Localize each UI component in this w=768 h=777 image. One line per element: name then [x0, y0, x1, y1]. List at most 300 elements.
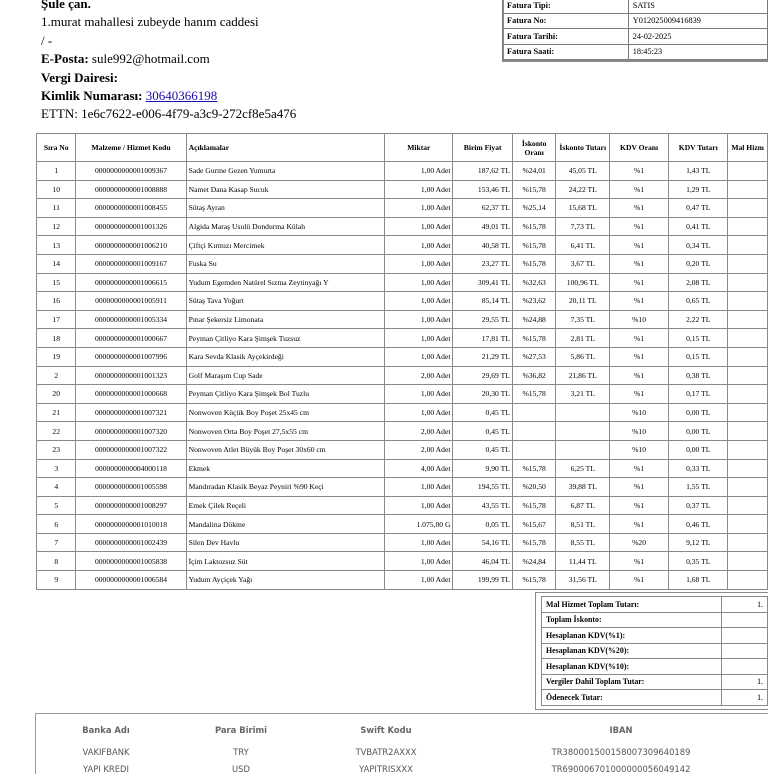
item-vat-rate: %1 [610, 273, 669, 292]
bank-name: VAKIFBANK [82, 746, 130, 757]
item-vat-rate: %1 [610, 254, 669, 273]
item-discount-amount: 2,81 TL [556, 329, 610, 348]
item-discount-rate: %25,14 [512, 199, 556, 218]
item-quantity: 1,00 Adet [385, 496, 453, 515]
item-discount-amount: 8,55 TL [556, 533, 610, 552]
table-row [37, 162, 768, 181]
id-number-link[interactable]: 30640366198 [145, 88, 218, 104]
header-sira: Sıra No [37, 134, 76, 162]
item-code: 0000000000001001323 [76, 366, 186, 385]
item-vat-amount: 0,34 TL [669, 236, 728, 255]
item-vat-amount: 0,65 TL [669, 292, 728, 311]
item-discount-amount: 7,73 TL [556, 217, 610, 236]
item-unit-price: 29,69 TL [453, 366, 512, 385]
item-discount-rate: %15,78 [512, 180, 556, 199]
item-code: 0000000000001007321 [76, 403, 186, 422]
item-no: 10 [37, 180, 76, 199]
item-quantity: 1,00 Adet [385, 199, 453, 218]
item-discount-amount: 3,21 TL [556, 385, 610, 404]
bank-info [35, 713, 768, 774]
item-vat-amount: 0,33 TL [669, 459, 728, 478]
item-description: İçim Laktozsuz Süt [186, 552, 385, 571]
item-description: Kara Sevda Klasik Ayçekirdeği [186, 347, 385, 366]
item-mal-hizmet [728, 385, 768, 404]
item-code: 0000000000001009367 [76, 162, 186, 181]
item-code: 0000000000001000668 [76, 385, 186, 404]
item-mal-hizmet [728, 459, 768, 478]
header-kdv-tutari: KDV Tutarı [669, 134, 728, 162]
invoice-meta-row [503, 0, 768, 13]
item-code: 0000000000001007322 [76, 440, 186, 459]
item-quantity: 1,00 Adet [385, 162, 453, 181]
item-discount-rate: %36,82 [512, 366, 556, 385]
item-quantity: 1,00 Adet [385, 552, 453, 571]
item-description: Golf Maraşım Cup Sade [186, 366, 385, 385]
item-unit-price: 23,27 TL [453, 254, 512, 273]
item-vat-rate: %1 [610, 552, 669, 571]
totals-label: Mal Hizmet Toplam Tutarı: [542, 597, 722, 613]
item-discount-amount [556, 422, 610, 441]
totals-value [722, 659, 768, 675]
table-row [37, 533, 768, 552]
table-row [37, 478, 768, 497]
item-quantity: 1,00 Adet [385, 533, 453, 552]
totals-row [542, 690, 768, 706]
header-aciklama: Açıklamalar [186, 134, 385, 162]
item-quantity: 2,00 Adet [385, 440, 453, 459]
totals-label: Toplam İskonto: [542, 612, 722, 628]
item-vat-rate: %1 [610, 496, 669, 515]
item-discount-rate: %24,01 [512, 162, 556, 181]
table-row [37, 422, 768, 441]
item-no: 1 [37, 162, 76, 181]
item-unit-price: 49,01 TL [453, 217, 512, 236]
item-quantity: 1,00 Adet [385, 329, 453, 348]
item-vat-rate: %10 [610, 403, 669, 422]
item-code: 0000000000001008297 [76, 496, 186, 515]
totals-label: Ödenecek Tutar: [542, 690, 722, 706]
customer-email-row [41, 50, 491, 68]
table-row [37, 571, 768, 590]
item-quantity: 1,00 Adet [385, 347, 453, 366]
item-discount-amount: 6,25 TL [556, 459, 610, 478]
item-description: Peyman Çitliyo Kara Şimşek Bol Tuzlu [186, 385, 385, 404]
item-vat-amount: 0,35 TL [669, 552, 728, 571]
item-code: 0000000000001008455 [76, 199, 186, 218]
item-quantity: 1,00 Adet [385, 403, 453, 422]
item-discount-rate: %15,78 [512, 533, 556, 552]
item-discount-amount: 24,22 TL [556, 180, 610, 199]
item-discount-amount: 6,41 TL [556, 236, 610, 255]
item-code: 0000000000001005838 [76, 552, 186, 571]
item-unit-price: 40,58 TL [453, 236, 512, 255]
totals-table [541, 596, 768, 706]
item-discount-amount: 8,51 TL [556, 515, 610, 534]
item-unit-price: 20,30 TL [453, 385, 512, 404]
item-vat-amount: 1,68 TL [669, 571, 728, 590]
bank-header-swift: Swift Kodu [360, 725, 412, 735]
totals-row [542, 674, 768, 690]
item-mal-hizmet [728, 236, 768, 255]
table-row [37, 310, 768, 329]
item-mal-hizmet [728, 496, 768, 515]
item-discount-rate: %20,50 [512, 478, 556, 497]
item-mal-hizmet [728, 329, 768, 348]
table-row [37, 329, 768, 348]
item-vat-rate: %1 [610, 162, 669, 181]
item-mal-hizmet [728, 403, 768, 422]
item-no: 12 [37, 217, 76, 236]
item-unit-price: 199,99 TL [453, 571, 512, 590]
item-vat-rate: %1 [610, 385, 669, 404]
item-discount-amount: 20,11 TL [556, 292, 610, 311]
item-no: 19 [37, 347, 76, 366]
item-vat-rate: %1 [610, 236, 669, 255]
item-mal-hizmet [728, 217, 768, 236]
totals-label: Hesaplanan KDV(%20): [542, 643, 722, 659]
item-discount-amount: 45,05 TL [556, 162, 610, 181]
item-mal-hizmet [728, 571, 768, 590]
item-mal-hizmet [728, 162, 768, 181]
item-unit-price: 0,45 TL [453, 422, 512, 441]
ettn-value: 1e6c7622-e006-4f79-a3c9-272cf8e5a476 [81, 106, 297, 122]
item-discount-rate: %15,78 [512, 571, 556, 590]
totals-value [722, 612, 768, 628]
item-discount-amount: 31,56 TL [556, 571, 610, 590]
item-no: 6 [37, 515, 76, 534]
customer-address: 1.murat mahallesi zubeyde hanım caddesi [41, 14, 259, 30]
item-vat-amount: 0,15 TL [669, 329, 728, 348]
item-discount-amount: 21,86 TL [556, 366, 610, 385]
item-unit-price: 46,04 TL [453, 552, 512, 571]
item-no: 15 [37, 273, 76, 292]
item-vat-amount: 0,00 TL [669, 422, 728, 441]
item-vat-amount: 1,43 TL [669, 162, 728, 181]
totals-value: 1. [722, 674, 768, 690]
customer-name: Şule çan. [41, 0, 91, 11]
invoice-meta-label: Fatura No: [503, 13, 629, 29]
item-vat-rate: %1 [610, 515, 669, 534]
item-vat-rate: %1 [610, 478, 669, 497]
item-unit-price: 21,29 TL [453, 347, 512, 366]
item-unit-price: 62,37 TL [453, 199, 512, 218]
item-unit-price: 43,55 TL [453, 496, 512, 515]
item-description: Pınar Şekersiz Limonata [186, 310, 385, 329]
item-mal-hizmet [728, 310, 768, 329]
item-vat-amount: 0,15 TL [669, 347, 728, 366]
item-mal-hizmet [728, 533, 768, 552]
totals-label: Hesaplanan KDV(%1): [542, 628, 722, 644]
item-code: 0000000000001010018 [76, 515, 186, 534]
item-discount-rate: %15,78 [512, 254, 556, 273]
item-description: Mandalina Dökme [186, 515, 385, 534]
item-code: 0000000000001006210 [76, 236, 186, 255]
invoice-meta-label: Fatura Saati: [503, 44, 629, 60]
item-discount-rate: %15,78 [512, 496, 556, 515]
item-description: Emek Çilek Reçeli [186, 496, 385, 515]
item-quantity: 1,00 Adet [385, 478, 453, 497]
item-description: Çiftçi Kırmızı Mercimek [186, 236, 385, 255]
item-description: Sade Gurme Gezen Yumurta [186, 162, 385, 181]
item-unit-price: 54,16 TL [453, 533, 512, 552]
item-vat-rate: %1 [610, 347, 669, 366]
totals-row [542, 597, 768, 613]
email-label: E-Posta: [41, 51, 89, 67]
item-no: 9 [37, 571, 76, 590]
totals-value [722, 628, 768, 644]
item-mal-hizmet [728, 440, 768, 459]
items-header-row [37, 134, 768, 162]
item-vat-amount: 0,17 TL [669, 385, 728, 404]
item-no: 5 [37, 496, 76, 515]
table-row [37, 254, 768, 273]
item-vat-rate: %20 [610, 533, 669, 552]
item-mal-hizmet [728, 273, 768, 292]
bank-currency: TRY [233, 746, 249, 757]
totals-row [542, 659, 768, 675]
bank-name: YAPI KREDI [83, 763, 129, 774]
item-unit-price: 0,45 TL [453, 440, 512, 459]
item-mal-hizmet [728, 478, 768, 497]
totals-value [722, 643, 768, 659]
table-row [37, 180, 768, 199]
item-code: 0000000000001008888 [76, 180, 186, 199]
item-no: 16 [37, 292, 76, 311]
item-discount-rate: %15,78 [512, 459, 556, 478]
item-unit-price: 194,55 TL [453, 478, 512, 497]
item-quantity: 1,00 Adet [385, 273, 453, 292]
bank-header-name: Banka Adı [82, 725, 130, 735]
invoice-meta-label: Fatura Tarihi: [503, 29, 629, 45]
item-discount-rate: %23,62 [512, 292, 556, 311]
totals-label: Hesaplanan KDV(%10): [542, 659, 722, 675]
item-no: 18 [37, 329, 76, 348]
item-discount-amount: 5,86 TL [556, 347, 610, 366]
item-code: 0000000000001007996 [76, 347, 186, 366]
item-discount-rate [512, 440, 556, 459]
item-discount-rate: %27,53 [512, 347, 556, 366]
item-no: 8 [37, 552, 76, 571]
item-vat-rate: %1 [610, 459, 669, 478]
item-discount-rate: %15,78 [512, 329, 556, 348]
table-row [37, 385, 768, 404]
item-discount-amount: 11,44 TL [556, 552, 610, 571]
bank-swift: TVBATR2AXXX [355, 746, 417, 757]
item-no: 22 [37, 422, 76, 441]
item-code: 0000000000001005334 [76, 310, 186, 329]
item-description: Nonwoven Orta Boy Poşet 27,5x55 cm [186, 422, 385, 441]
invoice-meta-row [503, 13, 768, 29]
item-description: Yudum Egemden Natürel Sızma Zeytinyağı Y [186, 273, 385, 292]
item-code: 0000000000001006615 [76, 273, 186, 292]
header-birim: Birim Fiyat [453, 134, 512, 162]
item-code: 0000000000001006584 [76, 571, 186, 590]
item-quantity: 1,00 Adet [385, 180, 453, 199]
item-no: 23 [37, 440, 76, 459]
bank-header-iban: IBAN [609, 725, 633, 735]
item-description: Sütaş Tava Yoğurt [186, 292, 385, 311]
item-code: 0000000000001001326 [76, 217, 186, 236]
items-table [36, 133, 768, 590]
item-discount-rate: %15,78 [512, 385, 556, 404]
totals-row [542, 628, 768, 644]
item-mal-hizmet [728, 347, 768, 366]
item-quantity: 2,00 Adet [385, 366, 453, 385]
item-code: 0000000000001009167 [76, 254, 186, 273]
item-code: 0000000000001005598 [76, 478, 186, 497]
item-mal-hizmet [728, 180, 768, 199]
bank-iban: TR380001500158007309640189 [551, 746, 691, 757]
header-kod: Malzeme / Hizmet Kodu [76, 134, 186, 162]
invoice-meta-value: 24-02-2025 [628, 29, 767, 45]
item-discount-amount: 100,96 TL [556, 273, 610, 292]
table-row [37, 199, 768, 218]
item-discount-rate [512, 422, 556, 441]
item-unit-price: 17,81 TL [453, 329, 512, 348]
item-discount-rate: %15,78 [512, 217, 556, 236]
invoice-meta-table [502, 0, 768, 60]
item-discount-amount: 15,68 TL [556, 199, 610, 218]
item-vat-amount: 0,46 TL [669, 515, 728, 534]
totals-row [542, 612, 768, 628]
item-quantity: 1,00 Adet [385, 310, 453, 329]
invoice-meta-label: Fatura Tipi: [503, 0, 629, 13]
item-no: 14 [37, 254, 76, 273]
header-iskonto-tutari: İskonto Tutarı [556, 134, 610, 162]
item-discount-amount [556, 440, 610, 459]
item-mal-hizmet [728, 199, 768, 218]
item-vat-amount: 0,41 TL [669, 217, 728, 236]
item-code: 0000000000004000118 [76, 459, 186, 478]
item-quantity: 1,00 Adet [385, 385, 453, 404]
item-vat-amount: 0,47 TL [669, 199, 728, 218]
item-vat-rate: %1 [610, 180, 669, 199]
item-vat-rate: %1 [610, 217, 669, 236]
customer-id-row [41, 87, 491, 105]
item-vat-amount: 1,55 TL [669, 478, 728, 497]
item-unit-price: 153,46 TL [453, 180, 512, 199]
item-description: Yudum Ayçiçek Yağı [186, 571, 385, 590]
item-unit-price: 309,41 TL [453, 273, 512, 292]
item-description: Namet Dana Kasap Sucuk [186, 180, 385, 199]
item-vat-amount: 0,37 TL [669, 496, 728, 515]
bank-iban: TR690006701000000056049142 [551, 763, 691, 774]
item-vat-rate: %10 [610, 422, 669, 441]
table-row [37, 217, 768, 236]
item-no: 11 [37, 199, 76, 218]
item-mal-hizmet [728, 254, 768, 273]
item-no: 17 [37, 310, 76, 329]
bank-currency: USD [232, 763, 250, 774]
totals-value: 1. [722, 690, 768, 706]
invoice-meta-value: SATIS [628, 0, 767, 13]
item-discount-amount: 6,87 TL [556, 496, 610, 515]
ettn-row [41, 105, 491, 123]
item-quantity: 1,00 Adet [385, 217, 453, 236]
item-discount-rate [512, 403, 556, 422]
item-description: Algida Maraş Usulü Dondurma Külah [186, 217, 385, 236]
item-code: 0000000000001002439 [76, 533, 186, 552]
item-vat-rate: %1 [610, 199, 669, 218]
item-vat-amount: 1,29 TL [669, 180, 728, 199]
table-row [37, 459, 768, 478]
item-no: 2 [37, 366, 76, 385]
ettn-label: ETTN: [41, 106, 78, 122]
table-row [37, 366, 768, 385]
item-no: 3 [37, 459, 76, 478]
item-vat-rate: %1 [610, 571, 669, 590]
item-quantity: 1,00 Adet [385, 236, 453, 255]
item-quantity: 1,00 Adet [385, 571, 453, 590]
item-vat-amount: 2,08 TL [669, 273, 728, 292]
tax-office-label: Vergi Dairesi: [41, 69, 118, 85]
item-description: Nonwoven Atlet Büyük Boy Poşet 30x60 cm [186, 440, 385, 459]
bank-row [36, 743, 768, 760]
item-vat-amount: 0,20 TL [669, 254, 728, 273]
invoice-meta-row [503, 44, 768, 60]
item-mal-hizmet [728, 292, 768, 311]
item-vat-amount: 0,00 TL [669, 440, 728, 459]
item-mal-hizmet [728, 515, 768, 534]
table-row [37, 515, 768, 534]
table-row [37, 236, 768, 255]
table-row [37, 403, 768, 422]
item-description: Fuska Su [186, 254, 385, 273]
table-row [37, 440, 768, 459]
item-discount-rate: %32,63 [512, 273, 556, 292]
item-description: Sütaş Ayran [186, 199, 385, 218]
item-quantity: 4,00 Adet [385, 459, 453, 478]
item-vat-amount: 9,12 TL [669, 533, 728, 552]
item-code: 0000000000001007320 [76, 422, 186, 441]
item-vat-rate: %1 [610, 366, 669, 385]
item-description: Peyman Çitliyo Kara Şimşek Tuzsuz [186, 329, 385, 348]
item-discount-rate: %24,88 [512, 310, 556, 329]
item-vat-rate: %1 [610, 329, 669, 348]
item-quantity: 1.075,00 G [385, 515, 453, 534]
item-vat-rate: %1 [610, 292, 669, 311]
table-row [37, 552, 768, 571]
header-mal-hizmet: Mal Hizm [728, 134, 768, 162]
item-discount-amount: 39,88 TL [556, 478, 610, 497]
item-unit-price: 85,14 TL [453, 292, 512, 311]
table-row [37, 273, 768, 292]
bank-swift: YAPITRISXXX [359, 763, 413, 774]
totals-label: Vergiler Dahil Toplam Tutar: [542, 674, 722, 690]
item-discount-amount: 7,35 TL [556, 310, 610, 329]
item-vat-rate: %10 [610, 310, 669, 329]
item-no: 4 [37, 478, 76, 497]
customer-info [41, 0, 491, 124]
item-no: 21 [37, 403, 76, 422]
item-vat-rate: %10 [610, 440, 669, 459]
customer-address-line2: / - [41, 32, 53, 48]
header-miktar: Miktar [385, 134, 453, 162]
item-unit-price: 29,55 TL [453, 310, 512, 329]
item-vat-amount: 0,00 TL [669, 403, 728, 422]
item-no: 20 [37, 385, 76, 404]
item-mal-hizmet [728, 366, 768, 385]
item-unit-price: 187,62 TL [453, 162, 512, 181]
item-unit-price: 9,90 TL [453, 459, 512, 478]
item-no: 13 [37, 236, 76, 255]
item-no: 7 [37, 533, 76, 552]
id-label: Kimlik Numarası: [41, 88, 143, 104]
table-row [37, 292, 768, 311]
header-iskonto-orani: İskonto Oranı [512, 134, 556, 162]
item-description: Silen Dev Havlu [186, 533, 385, 552]
item-discount-rate: %15,67 [512, 515, 556, 534]
